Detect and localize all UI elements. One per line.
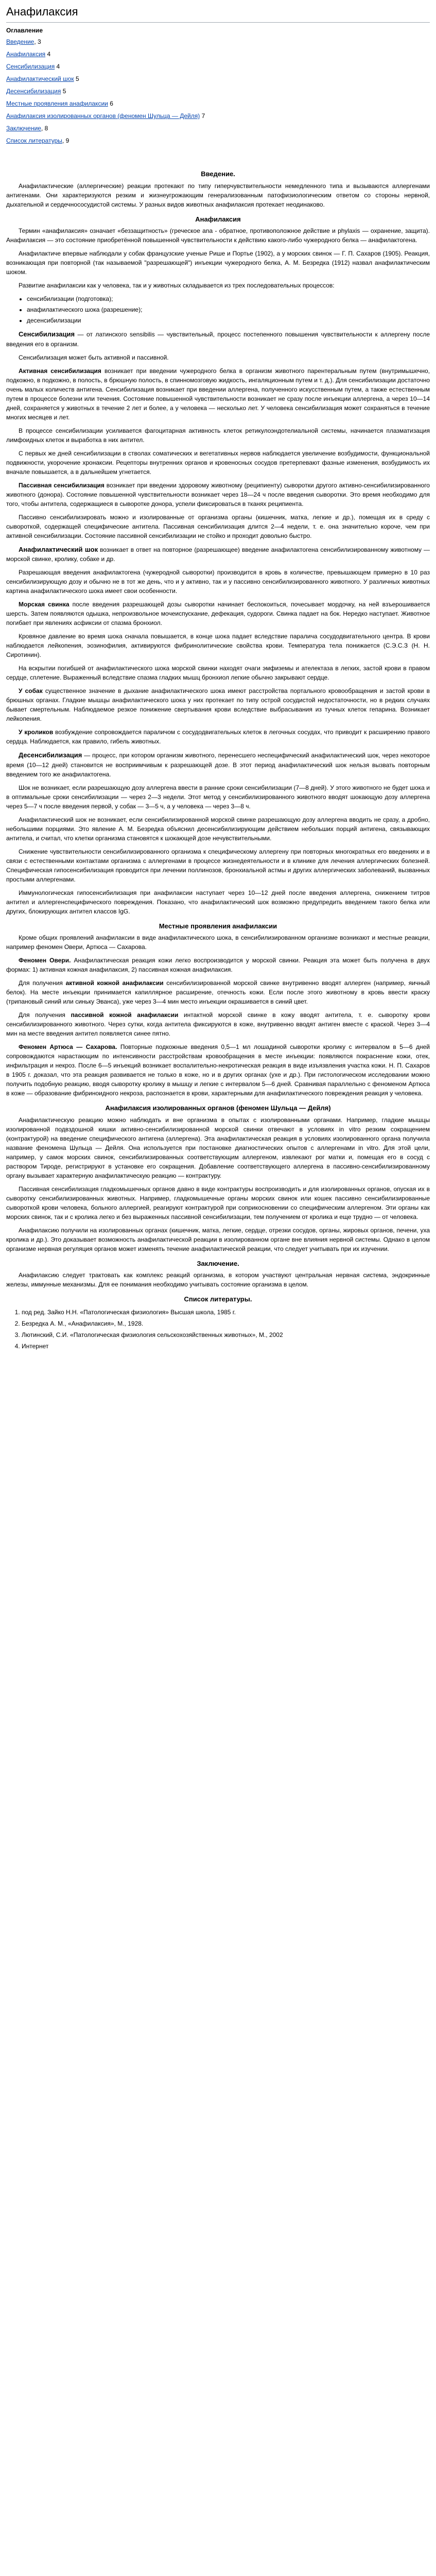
toc-link-local-manifestations[interactable]: Местные проявления анафилаксии (6, 100, 108, 107)
paragraph: Развитие анафилаксии как у человека, так и у животных складывается из трех последовательных процессов: (19, 282, 335, 289)
section-anaphylactic-shock (6, 545, 430, 779)
paragraph: Кровяное давление во время шока сначала повышается, в конце шока падает вследствие паралича сосудодвигательного центра. В крови наблюдается лейкопения, эозинофилия, активируются фибринолитические свойства крови. Температура тела понижается (С.Э.С.З (Н. Н. Сиротинин). (6, 633, 430, 658)
term-lead: Анафилактический шок (19, 545, 98, 553)
paragraph-text: возбуждение сопровождается параличом с сосудодвигательных клеток в легочных сосудах, что приводит к расширению правого сердца. Наблюдается, как правило, гибель животных. (6, 728, 430, 745)
toc-heading: Оглавление (6, 27, 43, 34)
reference-item: 3. Лютинский, С.И. «Патологическая физиология сельскохозяйственных животных», М., 2002 (22, 1330, 430, 1340)
paragraph-text: Для получения (19, 1011, 71, 1019)
paragraph: Анафилактиче впервые наблюдали у собак французские ученые Рише и Портье (1902), а у морских свинок — Г. П. Сахаров (1905). Реакция, возникающая при повторной (так называемой "разрешающей") инъекции чужеродного белка, А. М. Безредка (1912) назвал анафилактическим шоком. (6, 250, 430, 276)
toc-link-desensitization[interactable]: Десенсибилизация (6, 88, 61, 95)
toc-item (6, 87, 430, 96)
section-anaphylaxis (6, 214, 430, 326)
paragraph (6, 750, 430, 779)
term-lead: Пассивная сенсибилизация (19, 481, 104, 489)
paragraph-text: сенсибилизированной морской свинке внутривенно вводят аллерген (например, яичный белок). На месте инъекции принимается капиллярное расширение, отечность кожи. Если после этого животному в кровь ввести краску (трипановый синий или синьку Эванса), уже через 3—4 мин место инъекции окрашивается в синий цвет. (6, 979, 430, 1005)
section-heading: Введение. (201, 170, 235, 178)
paragraph: Анафилактический шок не возникает, если сенсибилизированной морской свинке разрешающую дозу аллергена вводить не сразу, а дробно, небольшими порциями. Это явление А. М. Безредка объяснил десенсибилизирующим действием небольших порций антигена, связывающих антитела, и считал, что клетки организма становятся к шокающей дозе нечувствительными. (6, 816, 430, 842)
process-list (27, 294, 430, 325)
toc-page-number: 6 (110, 100, 113, 107)
reference-item: 1. под ред. Зайко Н.Н. «Патологическая физиология» Высшая школа, 1985 г. (22, 1308, 430, 1317)
paragraph: В процессе сенсибилизации усиливается фагоцитарная активность клеток ретикулоэндотелиальной системы, начинается плазматизация лимфоидных клеток и выработка в них антител. (6, 427, 430, 444)
paragraph (6, 727, 430, 746)
toc-item (6, 62, 430, 71)
term-lead: Сенсибилизация (19, 330, 75, 338)
toc-link-conclusion[interactable]: Заключение (6, 125, 41, 132)
paragraph-text: после введения разрешающей дозы сыворотки начинает беспокоиться, почесывает мордочку, на ней взъерошивается шерсть. Затем появляются одышка, непроизвольное мочеиспускание, дефекация, судороги. Свинка падает на бок. Нередко наступает. Животное погибает при явлениях асфиксии от спазма бронхиол. (6, 601, 430, 626)
toc-page-number: 9 (65, 137, 69, 144)
paragraph: Анафилактические (аллергические) реакции протекают по типу гиперчувствительности немедленного типа и вызываются аллергенами антигенами. Они характеризуются резким и жизнеугрожающим генерализованным патофизиологическим ответом со стороны нервной, дыхательной и сердечнососудистой системы. У разных видов животных анафилаксия протекает неодинаково. (6, 182, 430, 208)
section-sensitization (6, 329, 430, 540)
section-introduction (6, 169, 430, 209)
term-lead: У кроликов (19, 728, 54, 736)
term-lead: У собак (19, 687, 43, 694)
section-heading: Список литературы. (184, 1295, 252, 1303)
toc-item: Введение, 3 (6, 38, 41, 45)
paragraph (6, 686, 430, 723)
term-lead: Десенсибилизация (19, 751, 82, 759)
section-heading: Анафилаксия (195, 215, 241, 223)
toc-item: Заключение, 8 (6, 125, 48, 132)
paragraph-text: интактной морской свинке в кожу вводят антитела, т. е. сыворотку крови сенсибилизированного животного. Через сутки, когда антитела фиксируются в коже, внутривенно вводят антиген вместе с краской. Через 3—4 мин на месте введения антител появляется синее пятно. (6, 1011, 430, 1037)
paragraph: Пассивная сенсибилизация гладкомышечных органов давно в виде контрактуры воспроизводить и для изолированных органов, опуская их в сыворотку сенсибилизированных животных. Например, гладкомышечные органы морских свинок или кошек пассивно сенсибилизированные сывороткой крови человека, больного аллергией, реагируют контрактурой при соприкосновении со специфическим аллергеном. Эти органы как морских свинок, так и с кролика легко и без выраженных пассивной сенсибилизации, тем получением от кролика и еще трудно — от человека. (6, 1185, 430, 1221)
paragraph: С первых же дней сенсибилизации в стволах соматических и вегетативных нервов наблюдается увеличение возбудимости, функциональной подвижности, укорочение хронаксии. Рецепторы внутренних органов и кровеносных сосудов претерпевают фазные изменения, возбудимость их вначале повышается, а в дальнейшем угнетается. (6, 449, 430, 476)
toc-page-number: 4 (47, 50, 51, 58)
toc-link-sensitization[interactable]: Сенсибилизация (6, 63, 55, 70)
paragraph (6, 329, 430, 349)
toc-link-anaphylaxis[interactable]: Анафилаксия (6, 50, 46, 58)
toc-item (6, 111, 430, 121)
paragraph: Термин «анафилаксия» означает «беззащитность» (греческое ana - обратное, противоположное действие и phylaxis — охранение, защита). Анафилаксия — это состояние приобретённой повышенной чувствительности к действию какого-либо чужеродного белка — анафилактогена. (6, 227, 430, 244)
section-heading: Анафилаксия изолированных органов (феномен Шульца — Дейля) (105, 1104, 331, 1112)
paragraph-text: Для получения (19, 979, 66, 987)
toc-link-introduction[interactable]: Введение (6, 38, 34, 45)
paragraph (6, 600, 430, 628)
paragraph-text: — процесс, при котором организм животного, перенесшего неспецифический анафилактический шок, через некоторое время (10—12 дней) становится не восприимчивым к разрешающей дозе. В этот период анафилактический шок нельзя вызвать повторным введением того же анафилактогена. (6, 752, 430, 778)
toc-list (6, 37, 430, 145)
list-item: • десенсибилизации (27, 316, 430, 325)
toc-link-isolated-organs[interactable]: Анафилаксия изолированных органов (феномен Шульца — Дейля) (6, 112, 200, 120)
term-lead: Феномен Овери. (19, 957, 71, 964)
section-local-manifestations (6, 921, 430, 1098)
reference-item: 2. Безредка А. М., «Анафилаксия», М., 1928. (22, 1319, 430, 1328)
term-lead: Феномен Артюса — Сахарова. (19, 1043, 117, 1050)
section-conclusion (6, 1259, 430, 1290)
toc-link-references[interactable]: Список литературы (6, 137, 62, 144)
paragraph: Анафилаксию следует трактовать как комплекс реакций организма, в котором участвуют центральная нервная система, эндокринные железы, иммунные механизмы. Для ее понимания необходимо учитывать состояние организма в целом. (6, 1272, 430, 1288)
reference-list (22, 1308, 430, 1351)
section-heading: Местные проявления анафилаксии (159, 922, 277, 930)
toc-page-number: 5 (75, 75, 79, 82)
toc-item (6, 74, 430, 83)
paragraph (6, 545, 430, 564)
paragraph: Шок не возникает, если разрешающую дозу аллергена ввести в ранние сроки сенсибилизации (7—8 дней). У этого животного не будет шока и в оптимальные сроки сенсибилизации — через 2—3 недели. Этот метод у сенсибилизированного животного вводят шокающую дозу аллергена через 5—7 ч после введения первой, у собак — 3—5 ч, а у человека — через 3—8 ч. (6, 784, 430, 810)
paragraph (6, 366, 430, 422)
document-title: Анафилаксия (6, 3, 430, 23)
toc-page-number: 7 (201, 112, 205, 120)
paragraph-text: возникает при введении чужеродного белка в организм животного парентеральным путем (внутримышечно, подкожно, в подкожно, в полость, в брюшную полость, в спинномозговую жидкость, ингаляционным путем и т. д.). Для сенсибилизации достаточно очень малых количеств антигена. Сенсибилизация возникает при введении аллергена, полученного искусственным путем, а также естественным путем в процессе болезни или течения. Состояние повышенной чувствительности возникает не сразу после инъекции аллергена, а через 10—14 дней, сохраняется у животных в течение 2 лет и более, а у человека — несколько лет. У человека сенсибилизация может сохраняться в течение многих месяцев и лет. (6, 367, 430, 421)
list-item: • сенсибилизации (подготовка); (27, 294, 430, 303)
toc-item (6, 49, 430, 59)
toc-link-anaphylactic-shock[interactable]: Анафилактический шок (6, 75, 74, 82)
paragraph (6, 1010, 430, 1038)
paragraph (6, 978, 430, 1006)
paragraph: Иммунологическая гипосенсибилизация при анафилаксии наступает через 10—12 дней после введения аллергена, снижением титров антител и аллергенспецифического повреждения. Показано, что анафилактический шок возможно предупредить введением такого белка или других, блокирующих антител классов IgG. (6, 889, 430, 915)
paragraph: Разрешающая введения анафилактогена (чужеродной сыворотки) производится в кровь в количестве, превышающем примерно в 10 раз сенсибилизирующую дозу и обычно не в тот же день, что и у активно, так и у пассивно сенсибилизированного животного. У различных животных картина анафилактического шока имеет свои особенности. (6, 569, 430, 595)
toc-item: Список литературы, 9 (6, 137, 69, 144)
section-isolated-organs (6, 1103, 430, 1253)
paragraph-text: существенное значение в дыхание анафилактического шока имеют расстройства портального кровообращения и застой крови в брюшных органах. Гладкие мышцы анафилактического шока у них протекает по типу острой сосудистой недостаточности, но в редких случаях бывает смертельным. Наблюдаемое резкое понижение свертывания крови вследствие выбрасывания из тучных клеток гепарина. Возникает лейкопения. (6, 687, 430, 722)
toc-page-number: 5 (62, 88, 66, 95)
paragraph: Пассивно сенсибилизировать можно и изолированные от организма органы (кишечник, матка, легкие и др.), помещая их в среду с сывороткой, содержащей специфические антитела. Пассивная сенсибилизация длится 2—4 недели, т. е. она значительно короче, чем при активной сенсибилизации. Состояние пассивной сенсибилизации не стойко и проходит довольно быстро. (6, 513, 430, 539)
paragraph: Кроме общих проявлений анафилаксии в виде анафилактического шока, в сенсибилизированном организме возникают и местные реакции, например феномен Овери, Артюса — Сахарова. (6, 934, 430, 951)
section-desensitization (6, 783, 430, 916)
paragraph-text: — от латинского sensibilis — чувствительный, процесс постепенного повышения чувствительности к аллергену после введения его в организм. (6, 331, 430, 348)
paragraph: Анафилаксию получили на изолированных органах (кишечник, матка, легкие, сердце, отрезки сосудов, органы, жировых органов, печени, уха кролика и др.). Это доказывает возможность анафилактической реакции в изолированном органе вне влияния нервной системы. Однако в целом организме нервная регуляция органов может изменять течение анафилактической реакции, что следует учитывать при их изучении. (6, 1226, 430, 1252)
toc-page-number: 4 (56, 63, 60, 70)
paragraph: На вскрытии погибшей от анафилактического шока морской свинки находят очаги эмфиземы и ателектаза в легких, застой крови в правом сердце, сплетение. Выраженный вследствие спазма гладких мышц бронхиол легкие обычно закрывают сердце. (6, 665, 430, 681)
paragraph (6, 1042, 430, 1098)
section-references (6, 1294, 430, 1351)
paragraph (6, 481, 430, 509)
term-lead: Морская свинка (19, 601, 69, 608)
toc-item (6, 99, 430, 108)
table-of-contents (6, 26, 430, 145)
term-lead: Активная сенсибилизация (19, 367, 101, 375)
list-item: • анафилактического шока (разрешение); (27, 305, 430, 314)
toc-page-number: 3 (38, 38, 41, 45)
term-lead: пассивной кожной анафилаксии (71, 1011, 179, 1019)
reference-item: 4. Интернет (22, 1342, 430, 1351)
paragraph-text: Повторные подкожные введения 0,5—1 мл лошадиной сыворотки кролику с интервалом в 5—6 дней сопровождаются нарастающим по интенсивности расстройствам кровообращения в месте инъекции: появляются покраснение кожи, отек, инфильтрация и некроз. После 6—5 инъекций возникает воспалительно-некротическая реакция в виде изъязвления участка кожи. Н. П. Сахаров в 1905 г. доказал, что эта реакция развивается не только в коже, но и в других органах (ухе и др.). При гистологическом исследовании можно получить подобную реакцию, вводя сыворотку кролику в мышцу и легкие с интервалом 5—6 дней. Сравнивая параллельно с феноменом Артюса в коже — образование фибриноидного некроза, распознается в крови, характерными для анафилактического повреждения реакция у человека. (6, 1043, 430, 1097)
paragraph-text: возникает в ответ на повторное (разрешающее) введение анафилактогена сенсибилизированному животному — морской свинке, кролику, собаке и др. (6, 546, 430, 563)
term-lead: активной кожной анафилаксии (65, 979, 164, 987)
paragraph: Сенсибилизация может быть активной и пассивной. (19, 353, 169, 361)
section-heading: Заключение. (197, 1259, 239, 1267)
paragraph: Снижение чувствительности сенсибилизированного организма к специфическому аллергену при повторных многократных его введениях и в связи с естественными контактами организма с аллергенами в процессе жизнедеятельности и в клинике для лечения аллергических болезней. Специфическая гипосенсибилизация проводится при лечении поллинозов, бронхиальной астмы и других аллергических заболеваний, вызванных простыми аллергенами. (6, 848, 430, 883)
paragraph: Анафилактическую реакцию можно наблюдать и вне организма в опытах с изолированными органами. Например, гладкие мышцы изолированной подвздошной кишки активно-сенсибилизированной морской свинки отвечают в условиях in vitro резким сокращением (контрактурой) на введение специфического антигена (аллергена). Эта анафилактическая реакция в условиях изолированного органа получила название феномена Шульца — Дейля. Она используется при постановке диагностических опытов с аллергенами in vitro. Для этой цели, например, у самок морских свинок, сенсибилизированных соответствующим аллергеном, извлекают рог матки и, помещая его в сосуд с раствором Тироде, регистрируют в установке его сокращения. Добавление соответствующего аллергена в пассивно-сенсибилизированному органу вызывает характерную анафилактическую реакцию — контрактуру. (6, 1116, 430, 1179)
paragraph-text: возникает при введении здоровому животному (реципиенту) сыворотки другого активно-сенсибилизированного животного (донора). Состояние повышенной чувствительности возникает через 18—24 ч после введения сыворотки. Это время необходимо для того, чтобы антитела, содержащиеся в сыворотке донора, успели фиксироваться в тканях реципиента. (6, 481, 430, 507)
paragraph (6, 956, 430, 974)
toc-page-number: 8 (44, 125, 48, 132)
paragraph-text: Анафилактическая реакция кожи легко воспроизводится у морской свинки. Реакция эта может быть получена в двух формах: 1) активная кожная анафилаксия, 2) пассивная кожная анафилаксия. (6, 957, 430, 973)
